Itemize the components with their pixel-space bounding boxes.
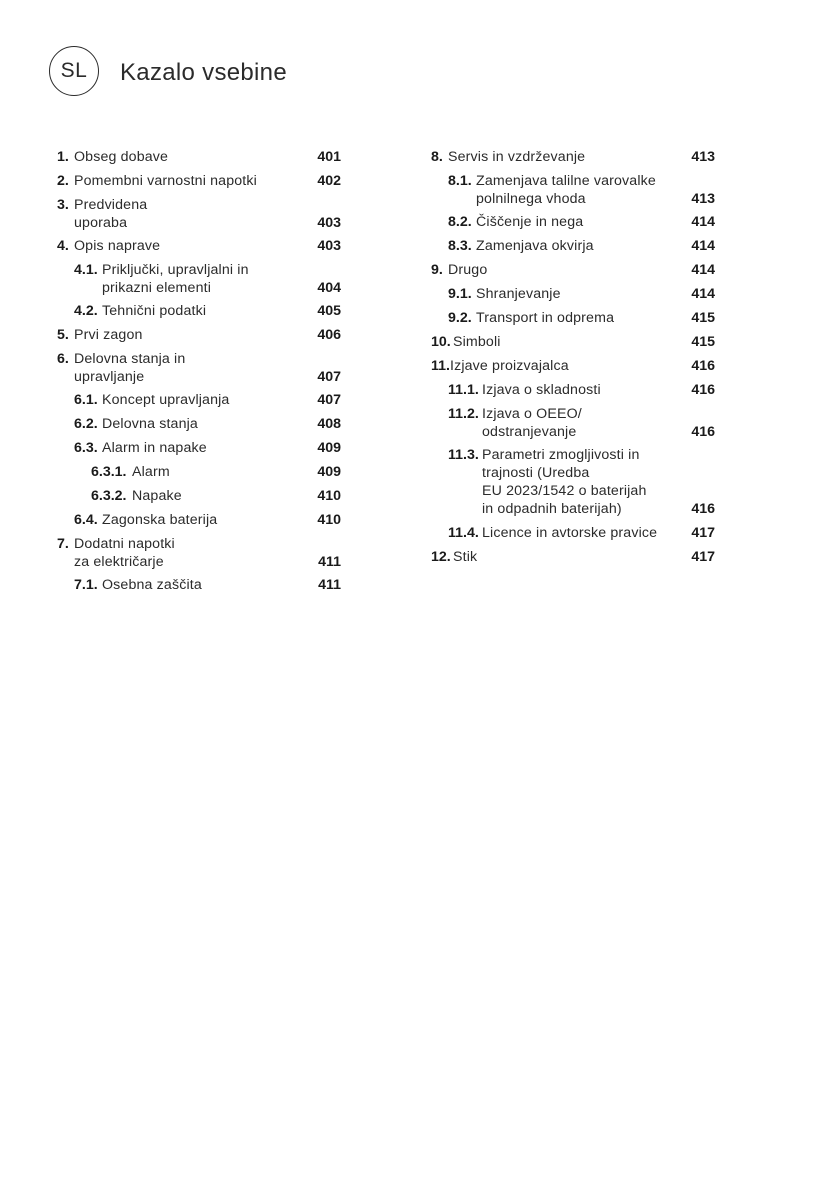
toc-entry-page: 407 [317,392,341,408]
toc-entry-number: 9.2. [448,310,472,326]
toc-entry[interactable] [57,439,341,457]
toc-entry-title-line: Koncept upravljanja [102,392,230,408]
toc-entry-number: 9.1. [448,286,472,302]
toc-entry-title-line: Čiščenje in nega [476,214,584,230]
toc-entry-number: 5. [57,327,69,343]
toc-entry-title-line: Predvidena [74,197,148,213]
toc-entry-title-line: Zamenjava talilne varovalke [476,173,656,189]
toc-entry[interactable] [57,196,341,232]
toc-entry-title [57,302,341,320]
toc-entry-title [57,196,341,232]
toc-entry-title-line: Delovna stanja in [74,351,186,367]
toc-entry-number: 11.2. [448,406,479,422]
toc-entry-number: 2. [57,173,69,189]
toc-entry-number: 7. [57,536,69,552]
toc-entry-page: 417 [691,549,715,565]
toc-entry-title-line: Dodatni napotki [74,536,175,552]
language-badge [49,46,99,96]
toc-entry-page: 403 [317,215,341,231]
toc-entry-page: 416 [691,358,715,374]
toc-entry-title-line: Licence in avtorske pravice [482,525,658,541]
toc-entry-title [431,148,715,166]
toc-entry-number: 11.1. [448,382,479,398]
toc-entry[interactable] [57,391,341,409]
toc-entry[interactable] [431,548,715,566]
toc-entry-title [57,148,341,166]
toc-entry-title [431,172,715,208]
toc-entry-page: 411 [318,577,341,593]
toc-entry[interactable] [57,172,341,190]
toc-entry-title-line: uporaba [74,215,128,231]
toc-entry-number: 8. [431,149,443,165]
page-title: Kazalo vsebine [120,59,287,86]
toc-entry-title [431,333,715,351]
toc-entry-title-line: Stik [453,549,478,565]
toc-entry[interactable] [431,446,715,518]
toc-entry[interactable] [431,381,715,399]
toc-entry-title [431,285,715,303]
toc-entry-title-line: Osebna zaščita [102,577,202,593]
toc-entry-number: 11.3. [448,447,479,463]
toc-entry-page: 414 [691,238,715,254]
toc-entry-page: 410 [317,488,341,504]
toc-entry-title-line: Parametri zmogljivosti in [482,447,640,463]
toc-entry[interactable] [57,463,341,481]
toc-entry-title-line: Zamenjava okvirja [476,238,594,254]
toc-entry[interactable] [431,285,715,303]
toc-entry-title-line: Opis naprave [74,238,161,254]
toc-entry-title [431,357,715,375]
toc-entry-page: 416 [691,382,715,398]
toc-entry-title-line: Tehnični podatki [102,303,207,319]
toc-entry-number: 8.3. [448,238,472,254]
toc-entry-number: 12. [431,549,451,565]
toc-entry[interactable] [57,261,341,297]
toc-entry-title-line: Obseg dobave [74,149,169,165]
toc-entry-number: 6.3.2. [91,488,127,504]
toc-entry-page: 416 [691,424,715,440]
toc-entry-page: 415 [691,334,715,350]
language-code: SL [60,59,88,82]
toc-entry[interactable] [431,172,715,208]
toc-entry-number: 6.3. [74,440,98,456]
toc-entry-title-line: Zagonska baterija [102,512,218,528]
toc-entry[interactable] [57,535,341,571]
toc-entry-title [431,237,715,255]
toc-entry-page: 414 [691,214,715,230]
toc-entry-number: 3. [57,197,69,213]
toc-entry-number: 6.3.1. [91,464,127,480]
toc-entry-title-line: prikazni elementi [102,280,212,296]
toc-entry-title [431,261,715,279]
toc-entry[interactable] [431,237,715,255]
toc-entry-title-line: Alarm [132,464,170,480]
toc-entry-page: 401 [317,149,341,165]
toc-entry[interactable] [431,309,715,327]
toc-entry-page: 414 [691,262,715,278]
toc-entry[interactable] [431,213,715,231]
toc-entry-title-line: Pomembni varnostni napotki [74,173,257,189]
toc-entry-title-line: Izjava o skladnosti [482,382,601,398]
toc-entry-title-line: trajnosti (Uredba [482,465,590,481]
toc-entry[interactable] [57,576,341,594]
toc-entry-title-line: polnilnega vhoda [476,191,586,207]
toc-entry-title-line: upravljanje [74,369,145,385]
toc-entry[interactable] [431,148,715,166]
toc-entry-page: 413 [691,191,715,207]
toc-entry-title [57,391,341,409]
toc-entry[interactable] [57,511,341,529]
toc-entry-number: 11.4. [448,525,479,541]
toc-entry-number: 4.1. [74,262,98,278]
toc-entry-title-line: za električarje [74,554,164,570]
toc-entry-page: 416 [691,501,715,517]
toc-entry-title-line: Priključki, upravljalni in [102,262,249,278]
toc-entry-title-line: odstranjevanje [482,424,577,440]
toc-entry-title-line: in odpadnih baterijah) [482,501,622,517]
toc-entry-number: 8.1. [448,173,472,189]
toc-entry-number: 9. [431,262,443,278]
toc-entry-title [57,439,341,457]
toc-entry-title [57,511,341,529]
toc-entry-title [57,350,341,386]
toc-entry-page: 406 [317,327,341,343]
toc-entry-title [57,415,341,433]
toc-entry[interactable] [57,237,341,255]
toc-entry-number: 6. [57,351,69,367]
toc-entry-title [57,326,341,344]
toc-entry-page: 407 [317,369,341,385]
toc-entry-page: 413 [691,149,715,165]
toc-entry-number: 1. [57,149,69,165]
toc-entry-page: 411 [318,554,341,570]
toc-entry-page: 403 [317,238,341,254]
toc-entry[interactable] [431,333,715,351]
toc-entry-number: 4.2. [74,303,98,319]
toc-entry[interactable] [57,487,341,505]
toc-entry-number: 6.1. [74,392,98,408]
toc-entry-page: 404 [317,280,341,296]
toc-entry-title-line: Prvi zagon [74,327,143,343]
toc-entry-title [431,213,715,231]
toc-entry-title-line: Izjave proizvajalca [450,358,569,374]
toc-entry[interactable] [431,261,715,279]
toc-entry-page: 415 [691,310,715,326]
toc-entry-title-line: Transport in odprema [476,310,615,326]
toc-entry-number: 7.1. [74,577,98,593]
toc-entry[interactable] [57,415,341,433]
toc-entry[interactable] [57,350,341,386]
toc-entry-title [57,237,341,255]
toc-entry-page: 409 [317,440,341,456]
toc-entry-title [57,172,341,190]
toc-entry-title [57,535,341,571]
toc-entry-title [57,576,341,594]
toc-entry-title-line: Drugo [448,262,488,278]
toc-entry-number: 6.2. [74,416,98,432]
toc-entry-title-line: Delovna stanja [102,416,198,432]
toc-entry-page: 410 [317,512,341,528]
toc-entry[interactable] [57,326,341,344]
toc-entry-number: 11. [431,358,450,374]
toc-entry[interactable] [431,524,715,542]
toc-entry[interactable] [57,302,341,320]
toc-entry-title-line: Simboli [453,334,501,350]
toc-entry-number: 10. [431,334,451,350]
toc-entry-title-line: Napake [132,488,182,504]
toc-entry-number: 8.2. [448,214,472,230]
toc-entry-title-line: Izjava o OEEO/ [482,406,582,422]
toc-entry-title-line: EU 2023/1542 o baterijah [482,483,647,499]
toc-entry-title [431,309,715,327]
toc-entry-number: 4. [57,238,69,254]
toc-entry-title [57,261,341,297]
toc-entry-title-line: Alarm in napake [102,440,207,456]
toc-entry-title [431,548,715,566]
toc-entry[interactable] [431,357,715,375]
toc-entry-page: 414 [691,286,715,302]
toc-entry-page: 408 [317,416,341,432]
toc-entry-title-line: Shranjevanje [476,286,561,302]
toc-entry-page: 405 [317,303,341,319]
toc-entry[interactable] [57,148,341,166]
toc-entry-page: 402 [317,173,341,189]
toc-entry-page: 417 [691,525,715,541]
toc-entry-number: 6.4. [74,512,98,528]
toc-entry[interactable] [431,405,715,441]
toc-entry-page: 409 [317,464,341,480]
toc-entry-title-line: Servis in vzdrževanje [448,149,586,165]
